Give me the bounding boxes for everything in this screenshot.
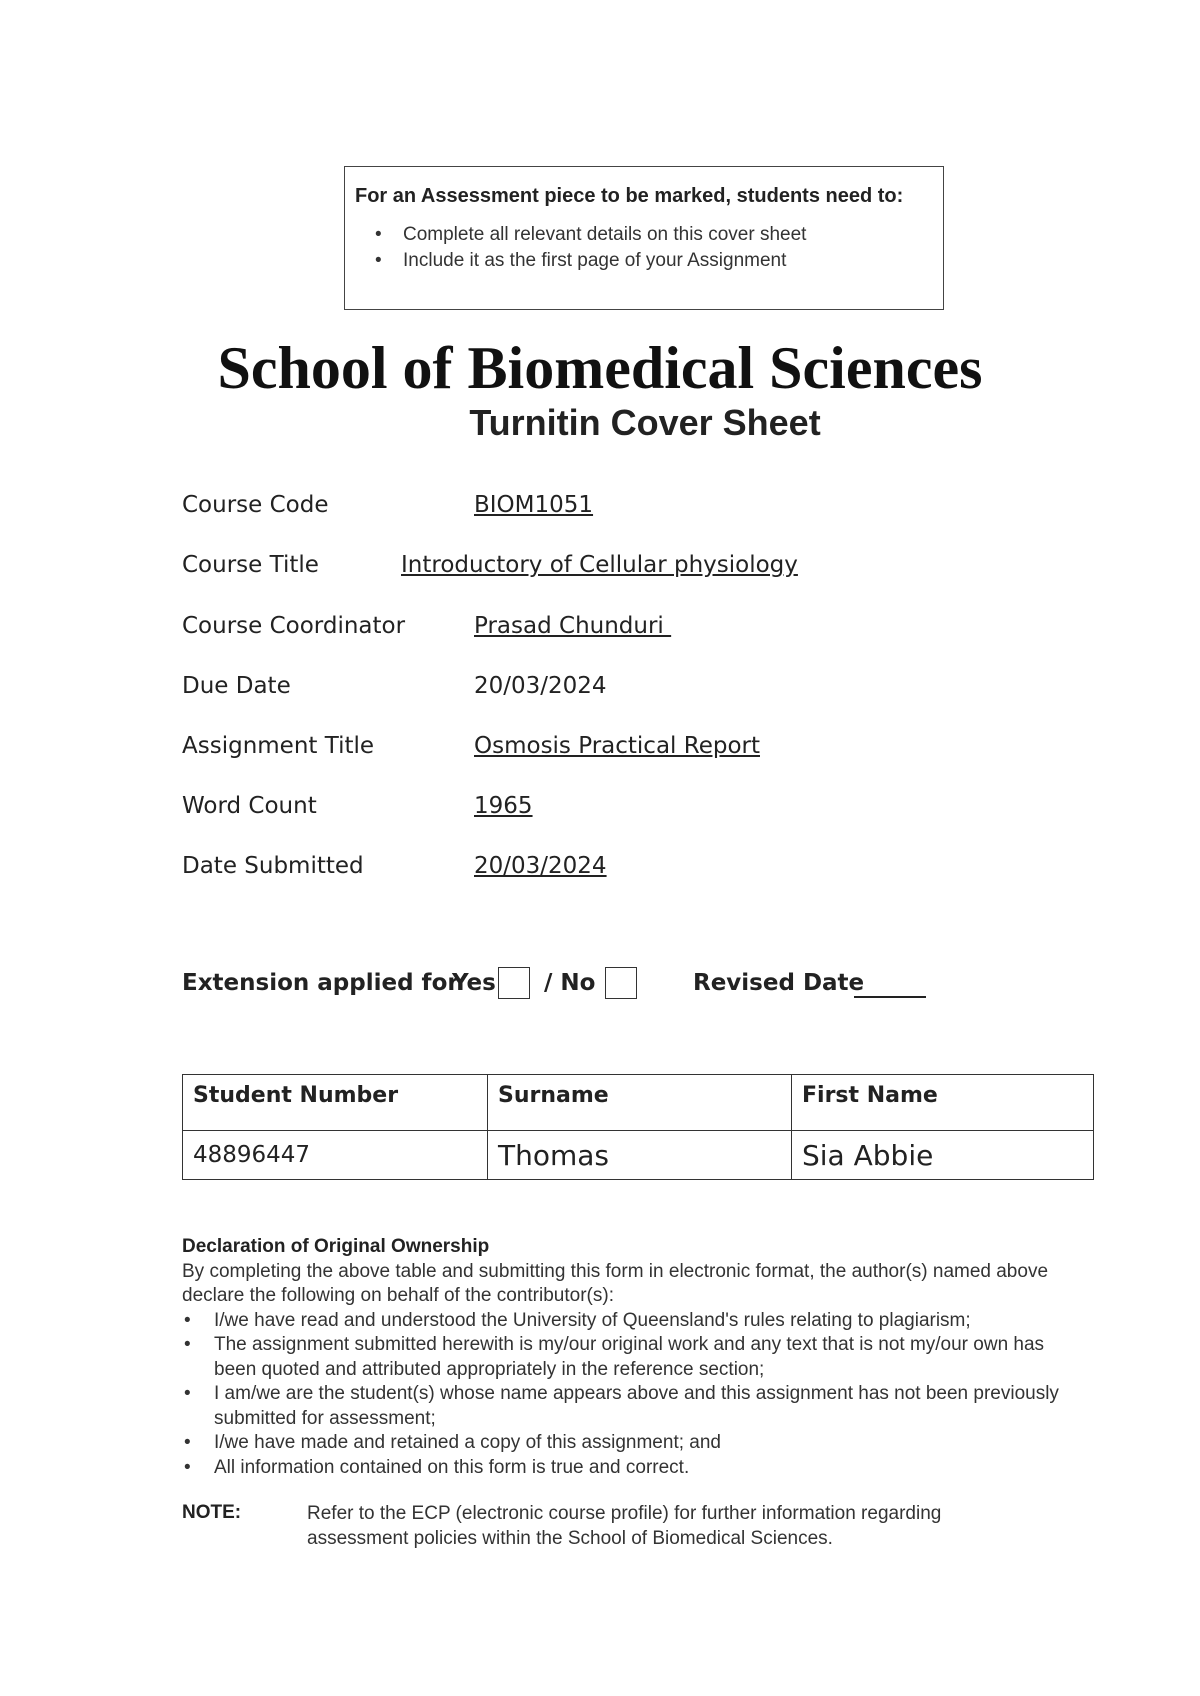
declaration-list xyxy=(182,1309,1082,1481)
course-title-value: Introductory of Cellular physiology xyxy=(401,552,798,578)
course-title-label: Course Title xyxy=(182,552,319,578)
bullet-icon: • xyxy=(375,250,382,271)
bullet-icon: • xyxy=(184,1309,191,1331)
instructions-box xyxy=(344,166,944,310)
bullet-icon: • xyxy=(184,1432,191,1453)
bullet-icon: • xyxy=(184,1383,191,1404)
student-number-cell: 48896447 xyxy=(183,1131,488,1180)
sheet-subtitle: Turnitin Cover Sheet xyxy=(469,402,821,443)
school-title: School of Biomedical Sciences xyxy=(217,335,983,401)
declaration-section xyxy=(182,1235,1082,1480)
table-row xyxy=(183,1131,1094,1180)
instructions-list xyxy=(355,222,943,274)
bullet-icon: • xyxy=(184,1456,191,1478)
instructions-item: • Complete all relevant details on this cover sheet xyxy=(403,222,943,248)
list-item: • I/we have made and retained a copy of this assignment; and xyxy=(214,1431,1082,1456)
first-name-cell: Sia Abbie xyxy=(792,1131,1094,1180)
extension-yes-label: Yes xyxy=(452,970,496,996)
date-submitted-label: Date Submitted xyxy=(182,853,364,879)
table-header-row xyxy=(183,1075,1094,1131)
revised-date-blank xyxy=(854,996,926,998)
bullet-icon: • xyxy=(375,224,382,245)
column-header: First Name xyxy=(792,1075,1094,1131)
course-code-label: Course Code xyxy=(182,492,329,518)
due-date-label: Due Date xyxy=(182,673,291,699)
word-count-value: 1965 xyxy=(474,793,533,819)
surname-cell: Thomas xyxy=(488,1131,792,1180)
extension-label: Extension applied for xyxy=(182,970,459,996)
list-item: • I/we have read and understood the University of Queensland's rules relating to plagiarism; xyxy=(214,1309,1082,1334)
note-text: Refer to the ECP (electronic course profile) for further information regarding assessment policies within the School of Biomedical Sciences. xyxy=(307,1503,942,1549)
extension-yes-checkbox[interactable] xyxy=(498,967,530,999)
note-label: NOTE: xyxy=(182,1502,242,1523)
list-item: • The assignment submitted herewith is my/our original work and any text that is not my/our own has been quoted and attributed appropriately in the reference section; xyxy=(184,1334,1045,1380)
assignment-title-label: Assignment Title xyxy=(182,733,375,759)
due-date-value: 20/03/2024 xyxy=(474,673,607,699)
instructions-item: • Include it as the first page of your Assignment xyxy=(403,248,943,274)
instructions-title: For an Assessment piece to be marked, students need to: xyxy=(355,185,904,207)
extension-no-checkbox[interactable] xyxy=(605,967,637,999)
bullet-icon: • xyxy=(184,1334,191,1355)
extension-no-label: / No xyxy=(544,970,596,996)
declaration-title: Declaration of Original Ownership xyxy=(182,1236,490,1257)
list-item: • I am/we are the student(s) whose name appears above and this assignment has not been previously submitted for assessment; xyxy=(184,1383,1059,1429)
word-count-label: Word Count xyxy=(182,793,317,819)
assignment-title-value: Osmosis Practical Report xyxy=(474,733,760,759)
coordinator-label: Course Coordinator xyxy=(182,613,406,639)
column-header: Student Number xyxy=(183,1075,488,1131)
revised-date-label: Revised Date xyxy=(693,970,865,996)
declaration-intro: By completing the above table and submitting this form in electronic format, the author(s) named above declare the following on behalf of the contributor(s): xyxy=(182,1260,1049,1306)
coordinator-value: Prasad Chunduri xyxy=(474,613,672,639)
date-submitted-value: 20/03/2024 xyxy=(474,853,607,879)
column-header: Surname xyxy=(488,1075,792,1131)
list-item: • All information contained on this form is true and correct. xyxy=(214,1456,1082,1481)
student-details-table xyxy=(182,1074,1094,1180)
course-code-value: BIOM1051 xyxy=(474,492,594,518)
